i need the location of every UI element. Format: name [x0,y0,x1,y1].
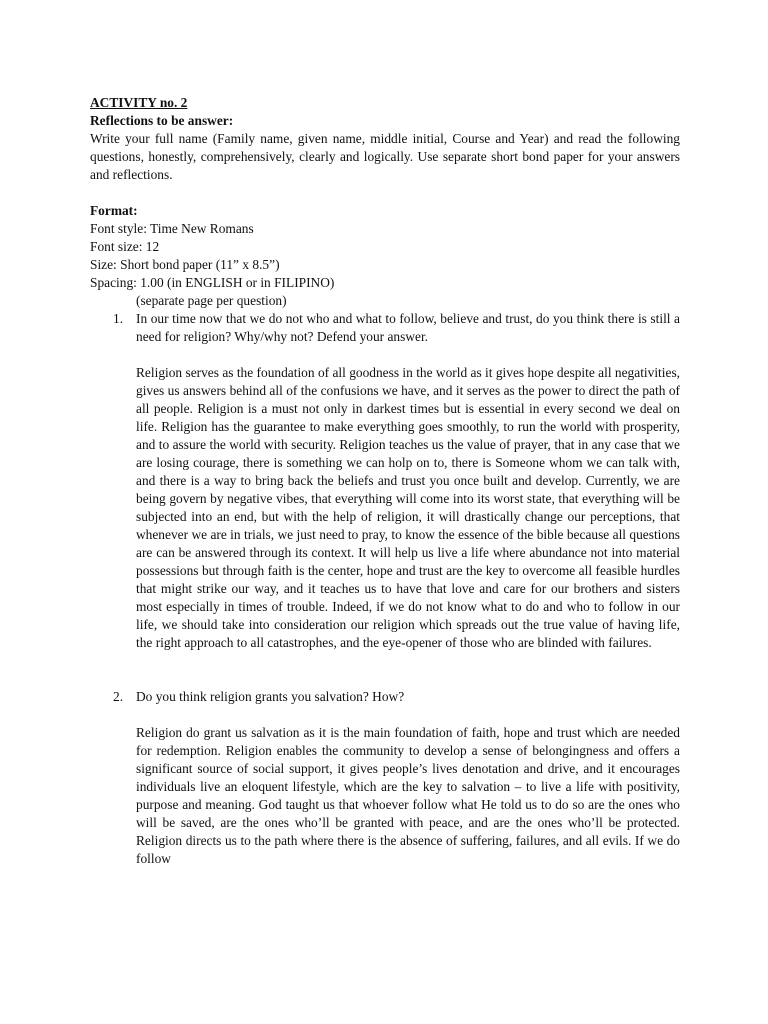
instructions-paragraph: Write your full name (Family name, given name, middle initial, Course and Year) and read the following questions, honestly, comprehensively, clearly and logically. Use separate short bond paper for your answers and reflections. [90,131,680,182]
document-page [90,94,680,868]
activity-subtitle: Reflections to be answer: [90,113,234,128]
question-number: 1. [113,311,124,326]
answer-paragraph: Religion serves as the foundation of all goodness in the world as it gives hope despite all negativities, gives us answers behind all of the confusions we have, and it serves as the power to direct the path of all people. Religion is a must not only in darkest times but is essential in every second we deal on life. Religion has the guarantee to make everything goes smoothly, to run the world with prosperity, and to assure the world with security. Religion teaches us the value of prayer, that in any case that we are losing courage, there is something we can holp on to, there is Someone whom we can talk with, and there is a way to bring back the beliefs and trust you once built and develop. Currently, we are being govern by negative vibes, that everything will come into its worst state, that everything will be subjected into an end, but with the help of religion, it will drastically change our perceptions, that whenever we are in trials, we just need to pray, to know the essence of the bible because all questions are can be answered through its context. It will help us live a life where abundance not into material possessions but through faith is the center, hope and trust are the key to overcome all feasible hurdles that might strike our way, and it teaches us to have that love and care for our brothers and sisters most especially in times of trouble. Indeed, if we do not know what to do and who to follow in our life, we should take into consideration our religion which spreads out the true value of having life, the right approach to all catastrophes, and the eye-opener of those who are blinded with failures. [136,365,680,650]
question-text: Do you think religion grants you salvation? How? [136,689,405,704]
spacer [90,184,680,202]
format-font-size: Font size: 12 [90,239,160,254]
format-paper-size: Size: Short bond paper (11” x 8.5”) [90,257,280,272]
question-item [90,688,680,706]
format-heading: Format: [90,203,138,218]
format-note: (separate page per question) [136,293,287,308]
activity-title: ACTIVITY no. 2 [90,95,188,110]
format-font-style: Font style: Time New Romans [90,221,254,236]
format-spacing: Spacing: 1.00 (in ENGLISH or in FILIPINO) [90,275,335,290]
question-item [90,310,680,346]
question-text: In our time now that we do not who and what to follow, believe and trust, do you think there is still a need for religion? Why/why not? Defend your answer. [136,311,680,344]
question-number: 2. [113,689,124,704]
answer-paragraph: Religion do grant us salvation as it is the main foundation of faith, hope and trust which are needed for redemption. Religion enables the community to develop a sense of belongingness and offers a significant source of social support, it gives people’s lives denotation and drive, and it encourages individuals live an eloquent lifestyle, which are the key to salvation – to live a life with positivity, purpose and meaning. God taught us that whoever follow what He told us to do so are the ones who will be saved, are the ones who’ll be granted with peace, and are the ones who’ll be protected. Religion directs us to the path where there is the absence of suffering, failures, and all evils. If we do follow [136,725,680,866]
